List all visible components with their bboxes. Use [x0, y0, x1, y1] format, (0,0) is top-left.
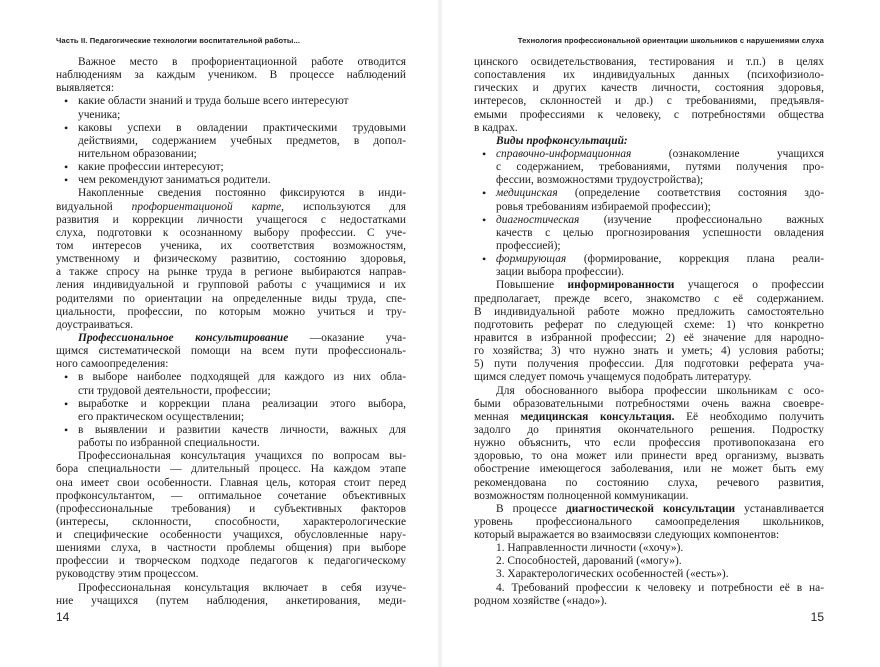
- text-line: [474, 109, 824, 122]
- text-line: [474, 319, 824, 332]
- text-line: [56, 253, 406, 266]
- text-run: возможностям полноценной коммуникации.: [474, 489, 689, 502]
- text-line: [474, 240, 824, 253]
- text-line: [474, 542, 824, 555]
- text-run: щимся систематической помощи на всем пути профессиональ-: [56, 345, 406, 358]
- text-line: [474, 529, 824, 542]
- text-line: [474, 582, 824, 595]
- running-header-right: Технология профессиональной ориентации школьников с нарушениями слуха: [517, 36, 824, 45]
- text-run: профессией);: [496, 239, 561, 252]
- text-run: выявляется:: [56, 82, 115, 95]
- text-line: [474, 595, 824, 608]
- text-line: [474, 411, 824, 424]
- text-line: [56, 319, 406, 332]
- text-line: [474, 516, 824, 529]
- page-body-right: [474, 56, 824, 608]
- text-run: 3. Характерологических особенностей («есть»).: [496, 568, 729, 581]
- text-line: [56, 109, 406, 122]
- text-line: [474, 293, 824, 306]
- text-run: умственному и физическому развитию, состоянию здоровья,: [56, 253, 406, 266]
- text-run: учащегося о профессии: [674, 279, 824, 292]
- text-line: [56, 437, 406, 450]
- text-run: Накопленные сведения постоянно фиксируются в инди-: [78, 187, 406, 200]
- text-line: [474, 56, 824, 69]
- text-line: [56, 279, 406, 292]
- text-run: задолго до принятия окончательного решения. Подростку: [474, 423, 824, 436]
- bullet-line: [56, 398, 406, 411]
- text-run: действиями, содержанием учебных предметов, в допол-: [78, 134, 406, 147]
- text-run: руководству этим процессом.: [56, 568, 199, 581]
- text-run: профессии и творческом подходе педагогов к педагогическому: [56, 555, 406, 568]
- text-line: [56, 477, 406, 490]
- text-run: интересов, склонностей и др.) с требованиями, предъявля-: [474, 95, 824, 108]
- text-run: ученика;: [78, 108, 121, 121]
- text-run: (интересы, склонности, способности, характерологические: [56, 515, 406, 528]
- bullet-line: [56, 424, 406, 437]
- text-run: в кадрах.: [474, 121, 518, 134]
- text-line: [474, 463, 824, 476]
- text-run: Важное место в профориентационной работе отводится: [78, 56, 406, 68]
- text-run: профконсультантом, — оптимальное сочетание объективных: [56, 489, 406, 502]
- text-run: который выражается во взаимосвязи следующих компонентов:: [474, 529, 780, 542]
- text-run: нужно объяснить, что если профессия противопоказана его: [474, 437, 824, 450]
- page-body-left: [56, 56, 406, 608]
- text-line: [474, 122, 824, 135]
- text-line: [56, 187, 406, 200]
- text-run: циальности, профессии, по которым можно учиться и тру-: [56, 305, 406, 318]
- text-line: [56, 201, 406, 214]
- text-run: 5) пути получения профессии. Для подготовки реферата уча-: [474, 358, 824, 371]
- text-run: емыми профессиями к человеку, с потребностями общества: [474, 108, 824, 121]
- bullet-line: [474, 148, 824, 161]
- text-run: Для обоснованного выбора профессии школьникам с осо-: [496, 384, 824, 397]
- text-run: ровья требованиям избираемой профессии);: [496, 200, 711, 213]
- text-line: [56, 214, 406, 227]
- text-run: родителями по ориентации на определенные виды труда, спе-: [56, 292, 406, 305]
- text-line: [474, 279, 824, 292]
- bullet-line: [56, 161, 406, 174]
- text-run: с содержанием, требованиями, путями получения про-: [496, 161, 824, 174]
- text-line: [474, 568, 824, 581]
- bold-term: диагностической консультации: [565, 502, 736, 515]
- text-line: [56, 148, 406, 161]
- text-run: , используются для: [281, 200, 406, 213]
- text-line: [474, 345, 824, 358]
- text-line: [56, 450, 406, 463]
- bold-italic-term: Виды профконсультаций:: [496, 134, 628, 147]
- text-line: [474, 135, 824, 148]
- text-line: [474, 450, 824, 463]
- text-run: уровень профессионального самоопределения школьников,: [474, 515, 824, 528]
- text-run: (формирование, коррекция плана реали-: [566, 253, 824, 266]
- text-line: [474, 555, 824, 568]
- text-line: [56, 516, 406, 529]
- text-line: [474, 174, 824, 187]
- text-line: [56, 490, 406, 503]
- text-line: [474, 227, 824, 240]
- text-run: выработке и коррекции плана реализации этого выбора,: [78, 397, 406, 410]
- text-run: ние учащихся (путем наблюдения, анкетирования, меди-: [56, 594, 406, 607]
- text-line: [56, 332, 406, 345]
- text-line: [474, 398, 824, 411]
- text-run: в выборе наиболее подходящей для каждого из них обла-: [78, 371, 406, 384]
- text-run: В процессе: [496, 502, 566, 515]
- text-run: нительном образовании;: [78, 147, 197, 160]
- bullet-line: [56, 174, 406, 187]
- text-line: [56, 595, 406, 608]
- text-run: Повышение: [496, 279, 568, 292]
- italic-term: формирующая: [496, 253, 567, 266]
- text-line: [56, 306, 406, 319]
- text-run: она имеет свои особенности. Главная цель, которая стоит перед: [56, 476, 406, 489]
- text-run: го хозяйства; 3) что нужно знать и уметь; 4) условия работы;: [474, 345, 824, 358]
- text-run: какие профессии интересуют;: [78, 161, 224, 174]
- text-run: здоровью, то она может или принести вред организму, вызвать: [474, 450, 824, 463]
- text-run: ного самоопределения:: [56, 358, 169, 371]
- text-run: 4. Требований профессии к человеку и потребности её в на-: [496, 581, 824, 594]
- text-run: гических и других качеств личности, состояния здоровья,: [474, 82, 824, 95]
- text-run: (определение соответствия состояния здо-: [557, 187, 824, 200]
- text-line: [474, 371, 824, 384]
- text-run: Профессиональная консультация включает в себя изуче-: [78, 581, 406, 594]
- text-run: Профессиональная консультация учащихся по вопросам вы-: [78, 450, 406, 463]
- text-run: (изучение профессионально важных: [579, 213, 824, 226]
- bullet-line: [56, 371, 406, 384]
- text-line: [474, 424, 824, 437]
- text-run: менная: [474, 410, 521, 423]
- text-line: [56, 411, 406, 424]
- text-line: [474, 437, 824, 450]
- text-line: [56, 293, 406, 306]
- italic-term: диагностическая: [496, 213, 580, 226]
- text-line: [56, 529, 406, 542]
- page-number-left: 14: [56, 610, 70, 624]
- text-line: [474, 332, 824, 345]
- italic-term: медицинская: [496, 187, 558, 200]
- text-line: [56, 582, 406, 595]
- bullet-line: [474, 214, 824, 227]
- text-run: (профессиональные требования) и субъективных факторов: [56, 502, 406, 515]
- text-line: [56, 56, 406, 69]
- text-line: [56, 345, 406, 358]
- bullet-line: [56, 122, 406, 135]
- text-line: [56, 358, 406, 371]
- text-run: развития и коррекции личности учащегося с недостатками: [56, 213, 406, 226]
- text-run: а также спросу на рынке труда в регионе выбираются направ-: [56, 266, 406, 279]
- text-run: каковы успехи в овладении практическими трудовыми: [78, 121, 406, 134]
- page-right: [440, 0, 880, 667]
- text-run: предполагает, прежде всего, знакомство с её содержанием.: [474, 292, 824, 305]
- page-number-right: 15: [810, 610, 824, 624]
- bold-italic-term: Профессиональное консультирование: [78, 331, 289, 344]
- text-run: рекомендована по состоянию слуха, речевого развития,: [474, 476, 824, 489]
- text-line: [56, 463, 406, 476]
- text-line: [56, 240, 406, 253]
- text-line: [474, 201, 824, 214]
- text-run: работы по избранной специальности.: [78, 437, 260, 450]
- text-line: [474, 82, 824, 95]
- text-run: слуха, подготовки к осознанному выбору профессии. С уче-: [56, 226, 406, 239]
- text-line: [474, 69, 824, 82]
- bold-term: медицинская консультация.: [520, 410, 675, 423]
- text-run: быми образовательными потребностями очень важна своевре-: [474, 397, 824, 410]
- text-run: сопоставления их индивидуальных данных (психофизиоло-: [474, 69, 824, 82]
- text-line: [474, 490, 824, 503]
- text-run: —оказание уча-: [288, 331, 406, 344]
- text-run: зации выбора профессии).: [496, 266, 624, 279]
- text-run: нравится в избранной профессии; 2) её значение для народно-: [474, 331, 824, 344]
- text-line: [56, 555, 406, 568]
- text-line: [56, 568, 406, 581]
- text-line: [474, 95, 824, 108]
- text-run: 2. Способностей, дарований («могу»).: [496, 555, 682, 568]
- text-run: наблюдениям за каждым учеником. В процессе наблюдений: [56, 69, 406, 82]
- text-run: ления индивидуальной и групповой работы с учащимися и их: [56, 279, 406, 292]
- text-line: [474, 161, 824, 174]
- text-run: том интересов ученика, их соответствия возможностям,: [56, 239, 406, 252]
- text-run: 1. Направленности личности («хочу»).: [496, 542, 684, 555]
- text-run: в выявлении и развитии качеств личности, важных для: [78, 423, 406, 436]
- text-run: какие области знаний и труда больше всего интересуют: [78, 95, 349, 108]
- text-line: [474, 306, 824, 319]
- text-line: [56, 227, 406, 240]
- text-run: устанавливается: [735, 502, 824, 515]
- italic-term: справочно-информационная: [496, 147, 632, 160]
- text-run: щимся следует помочь учащемуся подобрать литературу.: [474, 371, 752, 384]
- text-run: цинского освидетельствования, тестирования и т.п.) в целях: [474, 56, 824, 68]
- bold-term: информированности: [567, 279, 675, 292]
- text-line: [56, 542, 406, 555]
- text-run: и специфические особенности учащихся, обусловленные нару-: [56, 529, 406, 542]
- text-run: (ознакомление учащихся: [631, 147, 824, 160]
- text-line: [56, 135, 406, 148]
- text-run: шениями слуха, в частности проблемы общения) при выборе: [56, 542, 406, 555]
- text-line: [474, 358, 824, 371]
- bullet-line: [474, 253, 824, 266]
- italic-term: профориентационой карте: [131, 200, 282, 213]
- text-run: Её необходимо получить: [674, 410, 824, 423]
- text-line: [474, 477, 824, 490]
- text-line: [56, 69, 406, 82]
- text-run: сти трудовой деятельности, профессии;: [78, 384, 271, 397]
- running-header-left: Часть II. Педагогические технологии воспитательной работы...: [56, 36, 301, 45]
- text-line: [56, 503, 406, 516]
- text-line: [474, 385, 824, 398]
- text-run: родном хозяйстве («надо»).: [474, 594, 607, 607]
- text-run: видуальной: [56, 200, 132, 213]
- text-run: чем рекомендуют заниматься родители.: [78, 174, 271, 187]
- text-line: [56, 82, 406, 95]
- text-run: доустраиваться.: [56, 318, 134, 331]
- text-line: [474, 266, 824, 279]
- text-run: его практическом осуществлении;: [78, 410, 245, 423]
- text-run: качеств с целью прогнозирования успешности овладения: [496, 226, 824, 239]
- text-line: [56, 266, 406, 279]
- text-line: [56, 385, 406, 398]
- text-run: бора специальности — длительный процесс. На каждом этапе: [56, 463, 406, 476]
- text-run: фессии, возможностями трудоустройства);: [496, 174, 704, 187]
- text-run: обострение имеющегося заболевания, или не может быть ему: [474, 463, 824, 476]
- text-run: подготовить реферат по следующей схеме: 1) что конкретно: [474, 318, 824, 331]
- text-run: В индивидуальной работе можно предложить самостоятельно: [474, 305, 824, 318]
- bullet-line: [474, 187, 824, 200]
- text-line: [474, 503, 824, 516]
- bullet-line: [56, 95, 406, 108]
